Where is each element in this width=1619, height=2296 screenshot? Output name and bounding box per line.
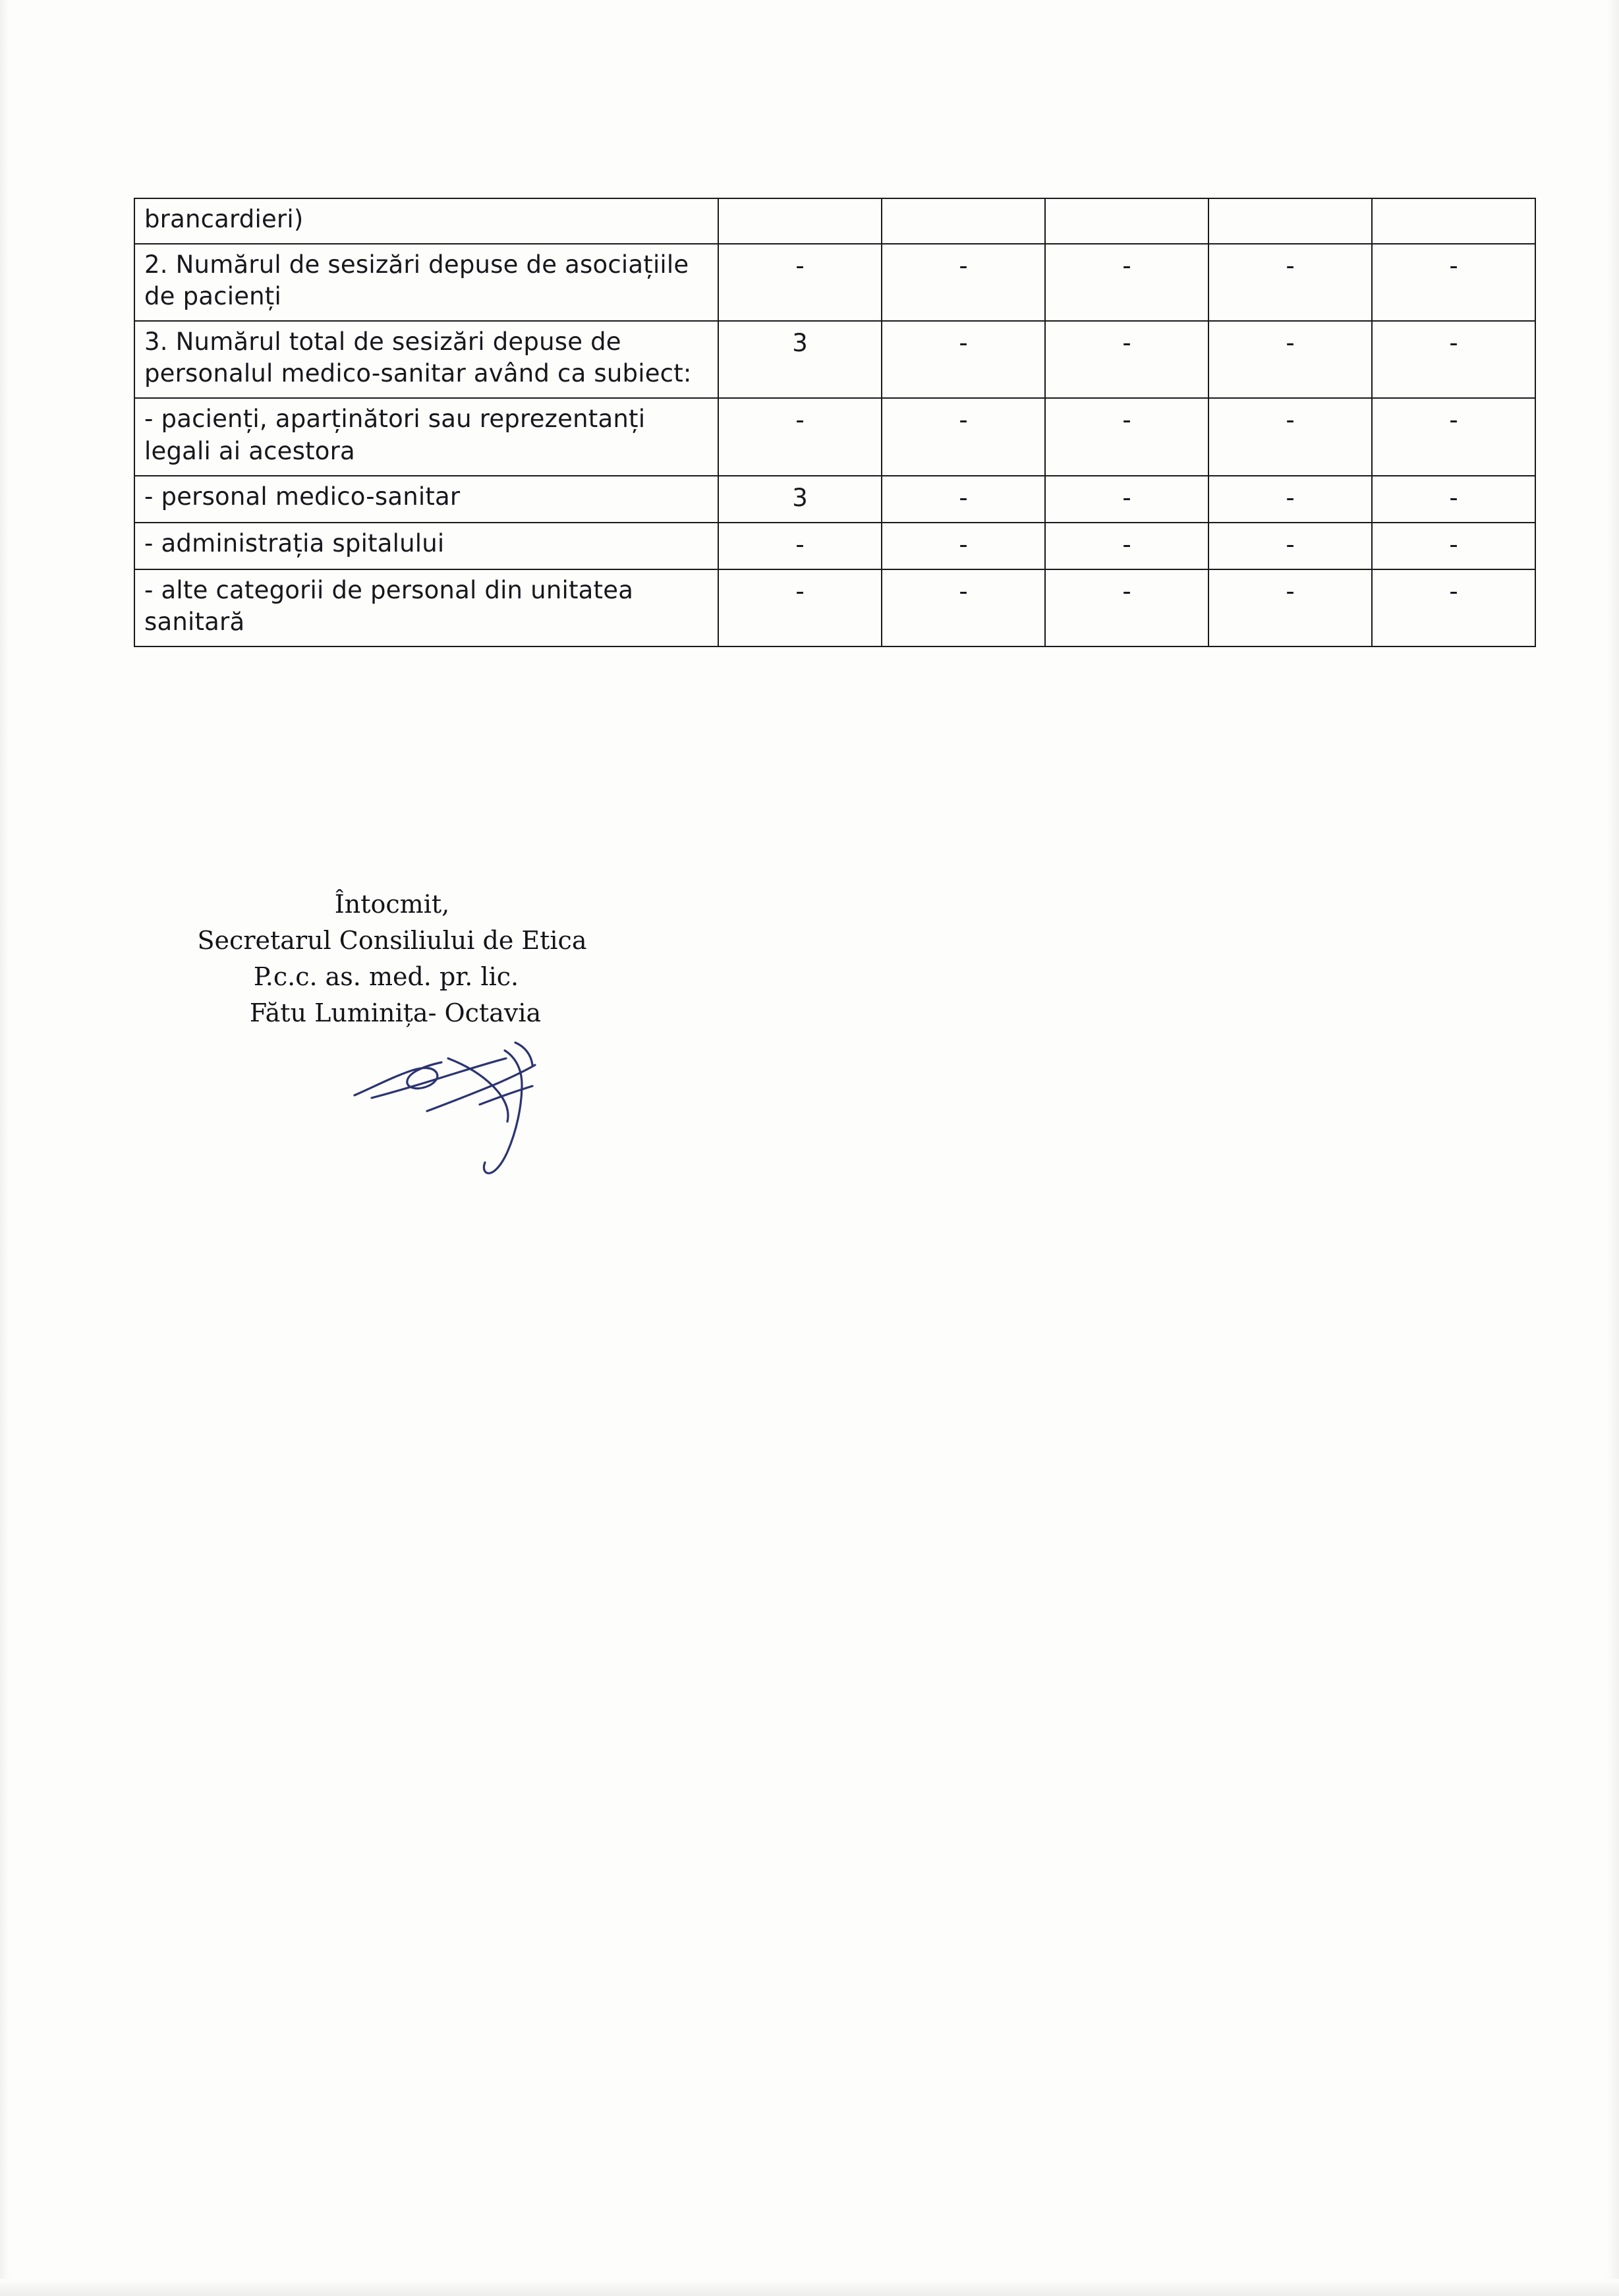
- row-value: -: [1208, 321, 1372, 398]
- signature-block: [161, 886, 623, 1031]
- row-value: -: [1045, 569, 1208, 646]
- row-value: 3: [718, 321, 882, 398]
- row-value: 3: [718, 476, 882, 523]
- row-value: -: [1372, 523, 1535, 569]
- row-value: [718, 198, 882, 244]
- row-value: -: [1208, 244, 1372, 321]
- row-value: -: [1372, 244, 1535, 321]
- sesizari-table: [134, 198, 1536, 647]
- row-value: -: [882, 398, 1045, 475]
- row-value: -: [1208, 476, 1372, 523]
- signature-line-role: Secretarul Consiliului de Etica: [197, 926, 587, 956]
- row-label: 3. Numărul total de sesizări depuse de personalul medico-sanitar având ca subiect:: [134, 321, 718, 398]
- row-value: -: [882, 244, 1045, 321]
- row-value: -: [718, 569, 882, 646]
- row-value: -: [1045, 523, 1208, 569]
- signature-line-intocmit: Întocmit,: [334, 890, 450, 919]
- scan-edge-right: [1607, 0, 1619, 2296]
- scan-edge-bottom: [0, 2279, 1619, 2296]
- row-label: - pacienți, aparținători sau reprezentanți legali ai acestora: [134, 398, 718, 475]
- row-value: -: [1208, 398, 1372, 475]
- row-value: -: [1208, 569, 1372, 646]
- scan-edge-left: [0, 0, 9, 2296]
- table-row: [134, 321, 1535, 398]
- row-value: -: [882, 569, 1045, 646]
- row-value: -: [1045, 244, 1208, 321]
- signature-line-name: Fătu Luminița- Octavia: [249, 998, 542, 1028]
- row-label: - alte categorii de personal din unitatea sanitară: [134, 569, 718, 646]
- signature-line-credentials: P.c.c. as. med. pr. lic.: [253, 962, 519, 992]
- row-value: -: [1372, 321, 1535, 398]
- row-value: [1208, 198, 1372, 244]
- row-label: brancardieri): [134, 198, 718, 244]
- row-value: [882, 198, 1045, 244]
- table-row: [134, 398, 1535, 475]
- row-value: [1045, 198, 1208, 244]
- row-label: - administrația spitalului: [134, 523, 718, 569]
- handwritten-signature-icon: [349, 1035, 586, 1186]
- row-value: -: [1045, 321, 1208, 398]
- row-label: 2. Numărul de sesizări depuse de asociațiile de pacienți: [134, 244, 718, 321]
- sesizari-table-container: [134, 198, 1536, 647]
- row-value: -: [1372, 569, 1535, 646]
- row-value: -: [882, 321, 1045, 398]
- row-value: -: [1208, 523, 1372, 569]
- row-value: -: [882, 476, 1045, 523]
- row-value: -: [718, 523, 882, 569]
- row-value: -: [1372, 476, 1535, 523]
- row-label: - personal medico-sanitar: [134, 476, 718, 523]
- table-row: [134, 569, 1535, 646]
- row-value: -: [882, 523, 1045, 569]
- row-value: -: [1045, 398, 1208, 475]
- row-value: -: [718, 244, 882, 321]
- row-value: -: [1045, 476, 1208, 523]
- row-value: -: [1372, 398, 1535, 475]
- table-row: [134, 476, 1535, 523]
- table-row: [134, 244, 1535, 321]
- row-value: -: [718, 398, 882, 475]
- table-row: [134, 198, 1535, 244]
- table-row: [134, 523, 1535, 569]
- row-value: [1372, 198, 1535, 244]
